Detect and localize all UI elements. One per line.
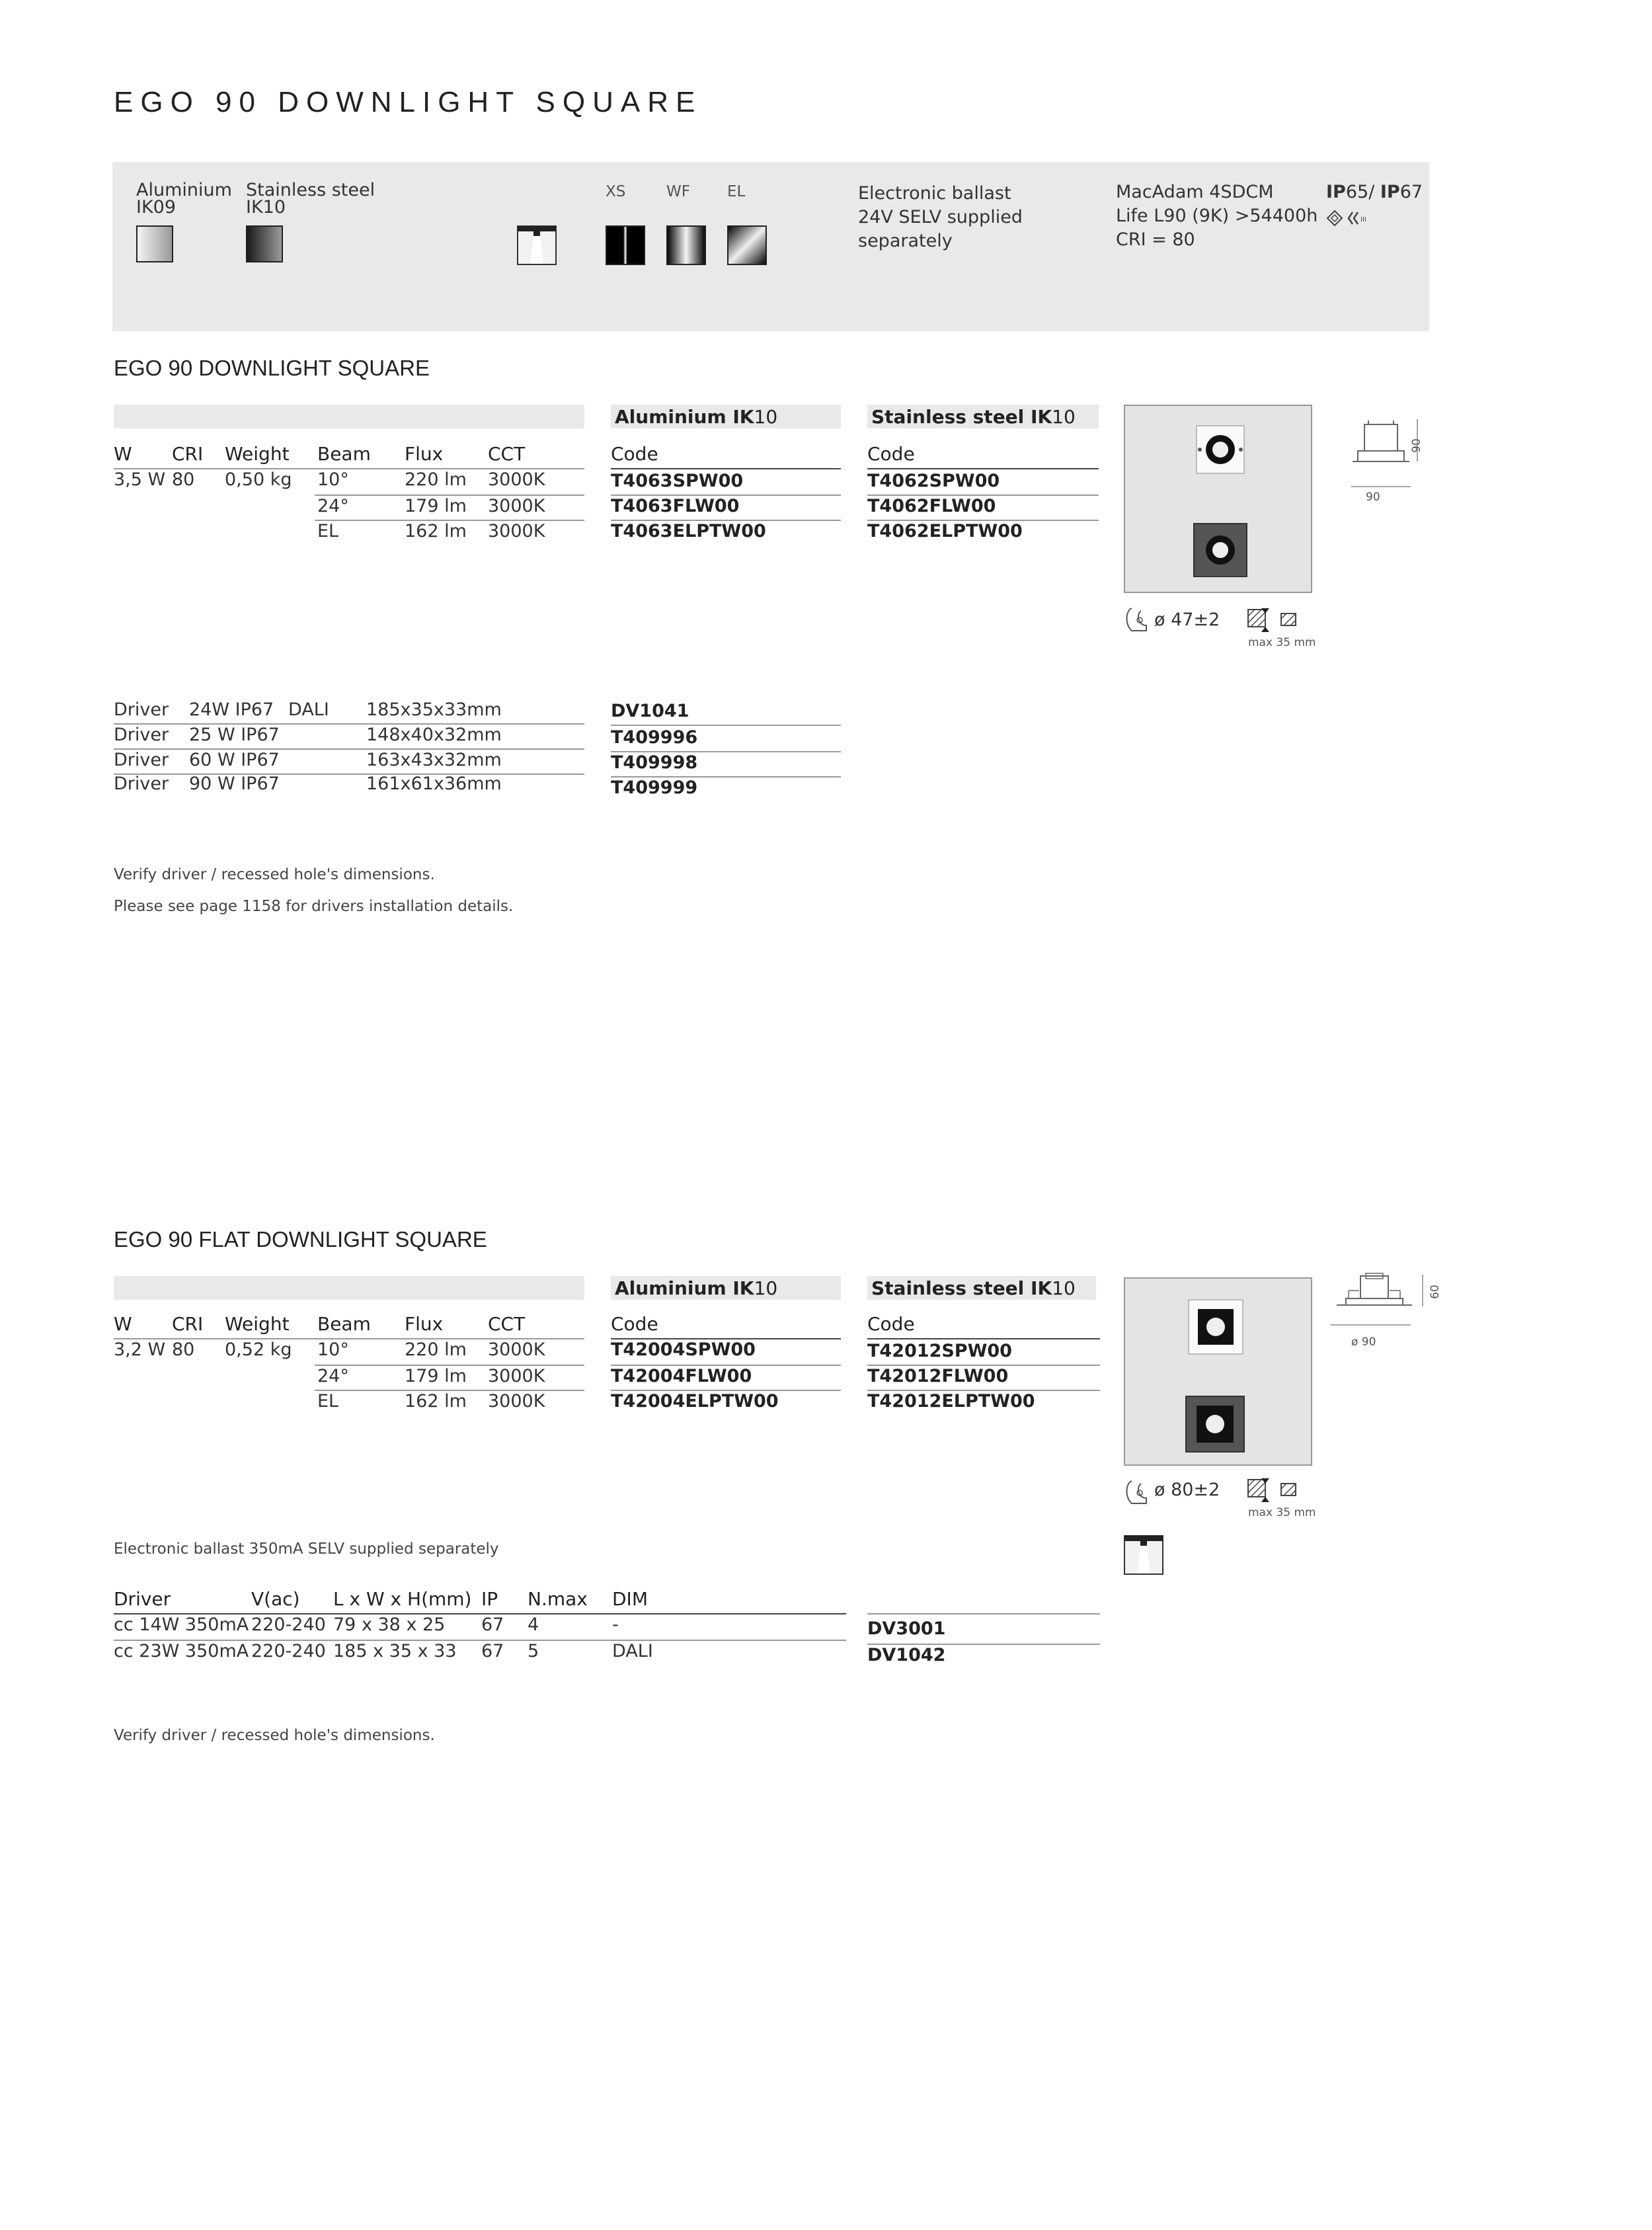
col-dim: DIM xyxy=(612,1588,648,1610)
dimension-drawing xyxy=(1329,1272,1448,1332)
driver-nmax: 5 xyxy=(528,1641,539,1661)
cell-beam: 10° xyxy=(317,469,349,490)
driver-code: DV1041 xyxy=(611,701,689,721)
product-image xyxy=(1125,406,1311,592)
col-weight: Weight xyxy=(225,1313,290,1335)
cell-flux: 162 lm xyxy=(405,1391,467,1412)
driver-size: 185 x 35 x 33 xyxy=(333,1641,457,1661)
product-photo xyxy=(1124,1277,1312,1466)
product-code: T4063ELPTW00 xyxy=(611,521,766,541)
aluminium-header xyxy=(615,1277,777,1299)
code-divider xyxy=(611,468,841,469)
stainless-header xyxy=(871,406,1076,428)
stainless-label: Stainless steel xyxy=(871,406,1031,428)
driver-code: DV3001 xyxy=(867,1618,946,1639)
section2-title: EGO 90 FLAT DOWNLIGHT SQUARE xyxy=(114,1227,487,1252)
aluminium-ik-value: 10 xyxy=(754,1277,778,1299)
product-code: T4063SPW00 xyxy=(611,471,744,491)
cell-beam: EL xyxy=(317,1391,339,1412)
hole-diameter: ø 47±2 xyxy=(1154,610,1220,630)
stainless-header xyxy=(871,1277,1076,1299)
product-code: T42004ELPTW00 xyxy=(611,1391,779,1412)
product-code: T4062ELPTW00 xyxy=(867,521,1023,541)
aluminium-ik-prefix: IK xyxy=(732,1277,754,1299)
col-dimensions: L x W x H(mm) xyxy=(333,1588,472,1610)
cell-flux: 220 lm xyxy=(405,1339,467,1360)
hole-diameter: ø 80±2 xyxy=(1154,1480,1220,1500)
product-code: T4062FLW00 xyxy=(867,496,996,516)
col-nmax: N.max xyxy=(528,1588,588,1610)
col-ip: IP xyxy=(481,1588,498,1610)
code-label: Code xyxy=(611,443,658,465)
page-title: EGO 90 DOWNLIGHT SQUARE xyxy=(114,86,703,118)
cell-beam: 24° xyxy=(317,496,349,516)
aluminium-ik-value: 10 xyxy=(754,406,778,428)
product-image xyxy=(1125,1279,1311,1464)
svg-text:III: III xyxy=(1360,216,1366,223)
cell-w: 3,2 W xyxy=(114,1339,166,1360)
driver-ip: 67 xyxy=(481,1641,504,1661)
driver-size: 163x43x32mm xyxy=(366,750,502,770)
driver-name: Driver xyxy=(114,774,169,794)
note-page-ref: Please see page 1158 for drivers installation details. xyxy=(114,898,514,915)
aluminium-label: Aluminium xyxy=(615,406,733,428)
cell-cct: 3000K xyxy=(488,521,545,541)
cell-w: 3,5 W xyxy=(114,469,166,490)
driver-voltage: 220-240 xyxy=(251,1641,326,1661)
dimension-width: ø 90 xyxy=(1351,1335,1376,1349)
material-stainless: Stainless steel xyxy=(246,180,375,200)
material-aluminium: Aluminium xyxy=(136,180,232,200)
driver-code: T409996 xyxy=(611,727,698,748)
material-aluminium-ik: IK09 xyxy=(136,197,177,218)
cell-cct: 3000K xyxy=(488,1391,545,1412)
driver-name: Driver xyxy=(114,725,169,745)
row-divider xyxy=(114,723,584,725)
driver-spec: 60 W IP67 xyxy=(189,750,280,770)
product-code: T42012SPW00 xyxy=(867,1341,1012,1361)
driver-spec: 25 W IP67 xyxy=(189,725,280,745)
dimension-height: 60 xyxy=(1428,1285,1442,1299)
driver-size: 161x61x36mm xyxy=(366,774,502,794)
section2-header-bar xyxy=(114,1276,584,1300)
row-divider xyxy=(611,725,841,726)
selv-supplied: 24V SELV supplied xyxy=(858,207,1023,227)
col-beam: Beam xyxy=(317,1313,371,1335)
code-label: Code xyxy=(867,443,915,465)
driver-name: Driver xyxy=(114,699,169,720)
col-flux: Flux xyxy=(405,443,444,465)
ip-prefix-b: IP xyxy=(1380,182,1400,202)
ip-prefix-a: IP xyxy=(1326,182,1346,202)
el-beam-icon xyxy=(727,225,767,265)
driver-size: 79 x 38 x 25 xyxy=(333,1614,446,1635)
cell-cct: 3000K xyxy=(488,1339,545,1360)
product-code: T4063FLW00 xyxy=(611,496,740,516)
ip-value-b: 67 xyxy=(1399,182,1423,202)
driver-code: DV1042 xyxy=(867,1645,946,1665)
certification-icons xyxy=(1326,210,1379,228)
cell-cct: 3000K xyxy=(488,496,545,516)
note-verify: Verify driver / recessed hole's dimensions. xyxy=(114,1727,435,1744)
cell-beam: 10° xyxy=(317,1339,349,1360)
driver-code: T409998 xyxy=(611,752,698,773)
stainless-ik-prefix: IK xyxy=(1031,406,1052,428)
hole-icon xyxy=(1124,606,1152,633)
driver-spec: 24W IP67 xyxy=(189,699,274,720)
product-code: T42004FLW00 xyxy=(611,1366,752,1386)
cell-beam: EL xyxy=(317,521,339,541)
dimension-drawing xyxy=(1349,418,1441,504)
stainless-swatch xyxy=(246,225,283,262)
downlight-icon xyxy=(1124,1535,1163,1575)
driver-size: 185x35x33mm xyxy=(366,699,502,720)
row-divider xyxy=(114,774,584,775)
col-cct: CCT xyxy=(488,1313,526,1335)
optic-wf-label: WF xyxy=(666,183,690,200)
stainless-ik-prefix: IK xyxy=(1031,1277,1052,1299)
code-divider xyxy=(867,1338,1100,1339)
dimension-height: 90 xyxy=(1409,438,1423,453)
cell-flux: 179 lm xyxy=(405,1366,467,1386)
code-label: Code xyxy=(867,1313,915,1335)
driver-name: cc 23W 350mA xyxy=(114,1641,249,1661)
col-flux: Flux xyxy=(405,1313,444,1335)
cri-spec: CRI = 80 xyxy=(1116,229,1195,250)
note-verify: Verify driver / recessed hole's dimensions. xyxy=(114,866,435,883)
driver-size: 148x40x32mm xyxy=(366,725,502,745)
code-divider xyxy=(867,468,1099,469)
col-driver: Driver xyxy=(114,1588,171,1610)
ballast-note: Electronic ballast 350mA SELV supplied separately xyxy=(114,1540,499,1558)
hole-icon xyxy=(1124,1478,1152,1506)
optic-xs-label: XS xyxy=(606,183,626,200)
col-w: W xyxy=(114,443,132,465)
material-stainless-ik: IK10 xyxy=(246,197,286,218)
aluminium-header xyxy=(615,406,777,428)
cell-cri: 80 xyxy=(172,469,195,490)
stainless-ik-value: 10 xyxy=(1052,406,1076,428)
row-divider xyxy=(114,748,584,750)
cell-weight: 0,52 kg xyxy=(225,1339,292,1360)
ip-rating xyxy=(1326,180,1423,204)
code-label: Code xyxy=(611,1313,658,1335)
cell-flux: 220 lm xyxy=(405,469,467,490)
stainless-label: Stainless steel xyxy=(871,1277,1031,1299)
col-vac: V(ac) xyxy=(251,1588,300,1610)
col-cri: CRI xyxy=(172,443,204,465)
col-weight: Weight xyxy=(225,443,290,465)
driver-extra: DALI xyxy=(288,699,329,720)
cell-weight: 0,50 kg xyxy=(225,469,292,490)
cell-beam: 24° xyxy=(317,1366,349,1386)
driver-ip: 67 xyxy=(481,1614,504,1635)
table-divider xyxy=(867,1613,1100,1614)
driver-spec: 90 W IP67 xyxy=(189,774,280,794)
max-depth-icon xyxy=(1247,1477,1300,1503)
product-photo xyxy=(1124,405,1312,593)
driver-dim: - xyxy=(612,1614,619,1635)
downlight-icon xyxy=(517,225,557,265)
driver-voltage: 220-240 xyxy=(251,1614,326,1635)
product-code: T4062SPW00 xyxy=(867,471,1000,491)
life-spec: Life L90 (9K) >54400h xyxy=(1116,206,1318,226)
dimension-width: 90 xyxy=(1366,491,1380,504)
driver-dim: DALI xyxy=(612,1641,653,1661)
driver-nmax: 4 xyxy=(528,1614,539,1635)
separately: separately xyxy=(858,231,953,251)
section1-header-bar xyxy=(114,405,584,428)
driver-code: T409999 xyxy=(611,777,698,798)
cell-cri: 80 xyxy=(172,1339,195,1360)
spec-band xyxy=(112,162,1429,331)
driver-name: Driver xyxy=(114,750,169,770)
product-code: T42012FLW00 xyxy=(867,1366,1009,1386)
driver-name: cc 14W 350mA xyxy=(114,1614,249,1635)
cell-flux: 179 lm xyxy=(405,496,467,516)
aluminium-label: Aluminium xyxy=(615,1277,733,1299)
max-depth: max 35 mm xyxy=(1248,1506,1316,1519)
optic-el-label: EL xyxy=(727,183,746,200)
cell-cct: 3000K xyxy=(488,469,545,490)
col-cri: CRI xyxy=(172,1313,204,1335)
section1-title: EGO 90 DOWNLIGHT SQUARE xyxy=(114,356,430,380)
cell-cct: 3000K xyxy=(488,1366,545,1386)
product-code: T42004SPW00 xyxy=(611,1339,756,1360)
stainless-ik-value: 10 xyxy=(1052,1277,1076,1299)
aluminium-ik-prefix: IK xyxy=(732,406,754,428)
col-beam: Beam xyxy=(317,443,371,465)
xs-beam-icon xyxy=(606,225,645,265)
max-depth-icon xyxy=(1247,607,1300,633)
col-cct: CCT xyxy=(488,443,526,465)
product-code: T42012ELPTW00 xyxy=(867,1391,1035,1412)
max-depth: max 35 mm xyxy=(1248,636,1316,649)
macadam-spec: MacAdam 4SDCM xyxy=(1116,182,1274,202)
col-w: W xyxy=(114,1313,132,1335)
aluminium-swatch xyxy=(136,225,173,262)
cell-flux: 162 lm xyxy=(405,521,467,541)
electronic-ballast: Electronic ballast xyxy=(858,183,1011,204)
ip-value-a: 65/ xyxy=(1345,182,1380,202)
wf-beam-icon xyxy=(666,225,706,265)
